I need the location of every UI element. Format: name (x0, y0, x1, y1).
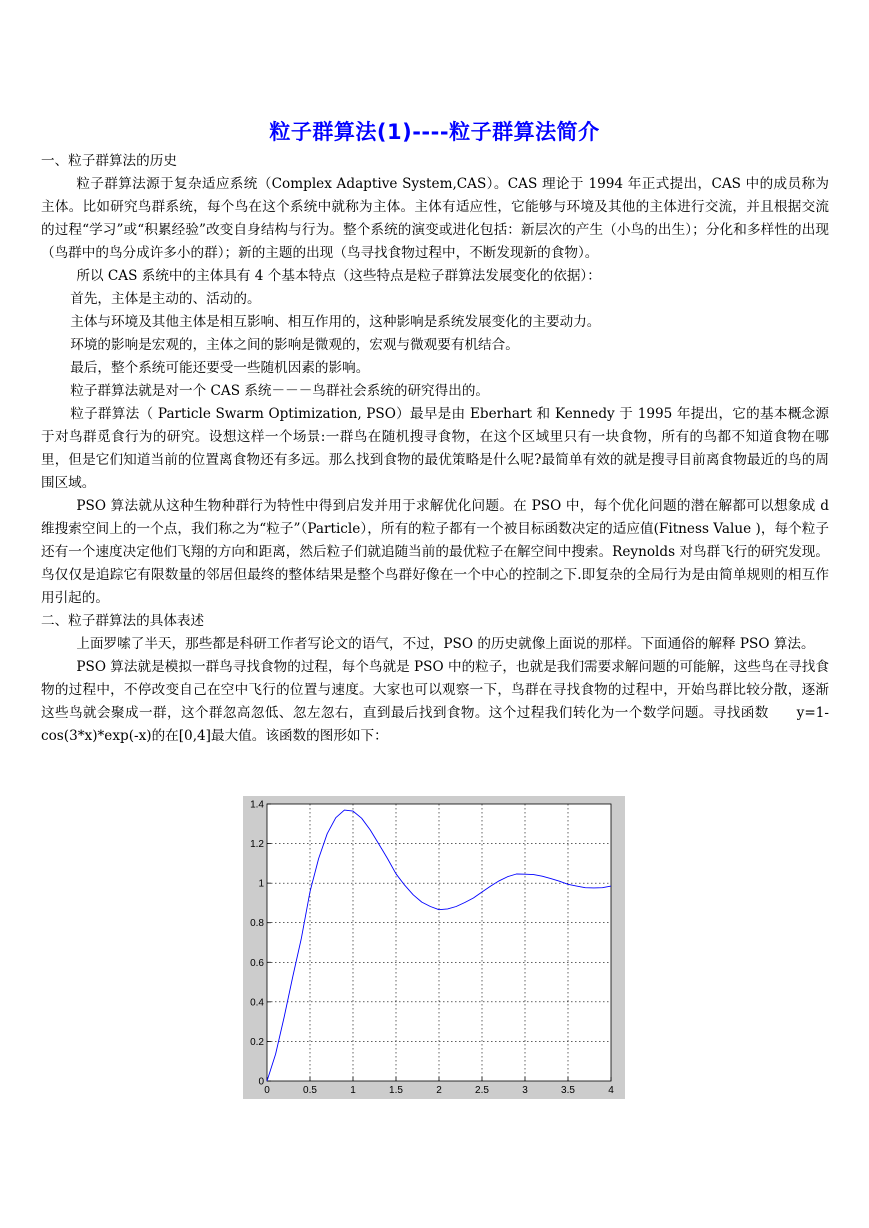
paragraph-pso-definition: 粒子群算法（ Particle Swarm Optimization, PSO）最早是由 Eberhart 和 Kennedy 于 1995 年提出，它的基本概念源于对鸟群觅食行为的研究。设想这样一个场景:一群鸟在随机搜寻食物，在这个区域里只有一块食物，所有的鸟都不知道食物在哪里，但是它们知道当前的位置离食物还有多远。那么找到食物的最优策略是什么呢?最简单有效的就是搜寻目前离食物最近的鸟的周围区域。 (41, 406, 829, 491)
x-tick-label: 4 (608, 1085, 614, 1096)
paragraph-pso-particles: PSO 算法就从这种生物种群行为特性中得到启发并用于求解优化问题。在 PSO 中，每个优化问题的潜在解都可以想象成 d 维搜索空间上的一个点，我们称之为“粒子”（Particle），所有的粒子都有一个被目标函数决定的适应值(Fitness Value )，每个粒子还有一个速度决定他们飞翔的方向和距离，然后粒子们就追随当前的最优粒子在解空间中搜索。Reynolds 对鸟群飞行的研究发现。鸟仅仅是追踪它有限数量的邻居但最终的整体结果是整个鸟群好像在一个中心的控制之下.即复杂的全局行为是由简单规则的相互作用引起的。 (41, 498, 829, 606)
y-tick-label: 1 (258, 878, 264, 890)
paragraph-cas-features: 所以 CAS 系统中的主体具有 4 个基本特点（这些特点是粒子群算法发展变化的依据）： (76, 268, 601, 284)
plot-area (267, 804, 611, 1081)
x-tick-label: 0 (264, 1085, 270, 1096)
paragraph-cas-origin: 粒子群算法源于复杂适应系统（Complex Adaptive System,CAS）。CAS 理论于 1994 年正式提出，CAS 中的成员称为主体。比如研究鸟群系统，每个鸟在这个系统中就称为主体。主体有适应性，它能够与环境及其他的主体进行交流，并且根据交流的过程“学习”或“积累经验”改变自身结构与行为。整个系统的演变或进化包括：新层次的产生（小鸟的出生）；分化和多样性的出现（鸟群中的鸟分成许多小的群）；新的主题的出现（鸟寻找食物过程中，不断发现新的食物）。 (41, 176, 829, 261)
page-title: 粒子群算法(1)----粒子群算法简介 (269, 120, 600, 144)
x-tick-label: 3 (522, 1085, 528, 1096)
paragraph-feature-1: 首先，主体是主动的、活动的。 (70, 291, 261, 307)
document-body (41, 150, 829, 748)
paragraph-cas-bird: 粒子群算法就是对一个 CAS 系统－－－鸟群社会系统的研究得出的。 (70, 383, 490, 399)
function-line-chart (243, 796, 625, 1099)
y-tick-label: 0.4 (250, 997, 264, 1009)
paragraph-pso-informal: 上面罗嗦了半天，那些都是科研工作者写论文的语气，不过，PSO 的历史就像上面说的那样。下面通俗的解释 PSO 算法。 (76, 636, 815, 652)
paragraph-pso-simulation: PSO 算法就是模拟一群鸟寻找食物的过程，每个鸟就是 PSO 中的粒子，也就是我们需要求解问题的可能解，这些鸟在寻找食物的过程中，不停改变自己在空中飞行的位置与速度。大家也可以观察一下，鸟群在寻找食物的过程中，开始鸟群比较分散，逐渐这些鸟就会聚成一群，这个群忽高忽低、忽左忽右，直到最后找到食物。这个过程我们转化为一个数学问题。寻找函数 y=1-cos(3*x)*exp(-x)的在[0,4]最大值。该函数的图形如下： (41, 659, 829, 744)
x-tick-label: 1 (350, 1085, 356, 1096)
y-tick-label: 1.4 (250, 799, 264, 811)
x-tick-label: 0.5 (303, 1085, 317, 1096)
x-tick-label: 1.5 (389, 1085, 403, 1096)
y-tick-label: 0 (258, 1076, 264, 1088)
y-tick-label: 0.6 (250, 957, 264, 969)
x-tick-label: 2.5 (475, 1085, 489, 1096)
y-tick-label: 0.2 (250, 1036, 264, 1048)
section-heading-description: 二、粒子群算法的具体表述 (41, 613, 205, 629)
section-heading-history: 一、粒子群算法的历史 (41, 153, 177, 169)
y-tick-label: 1.2 (250, 839, 264, 851)
x-tick-label: 2 (436, 1085, 442, 1096)
paragraph-feature-4: 最后，整个系统可能还要受一些随机因素的影响。 (70, 360, 370, 376)
y-tick-label: 0.8 (250, 918, 264, 930)
paragraph-feature-3: 环境的影响是宏观的，主体之间的影响是微观的，宏观与微观要有机结合。 (70, 337, 519, 353)
function-plot-figure (243, 796, 625, 1099)
x-tick-label: 3.5 (561, 1085, 575, 1096)
paragraph-feature-2: 主体与环境及其他主体是相互影响、相互作用的，这种影响是系统发展变化的主要动力。 (70, 314, 601, 330)
